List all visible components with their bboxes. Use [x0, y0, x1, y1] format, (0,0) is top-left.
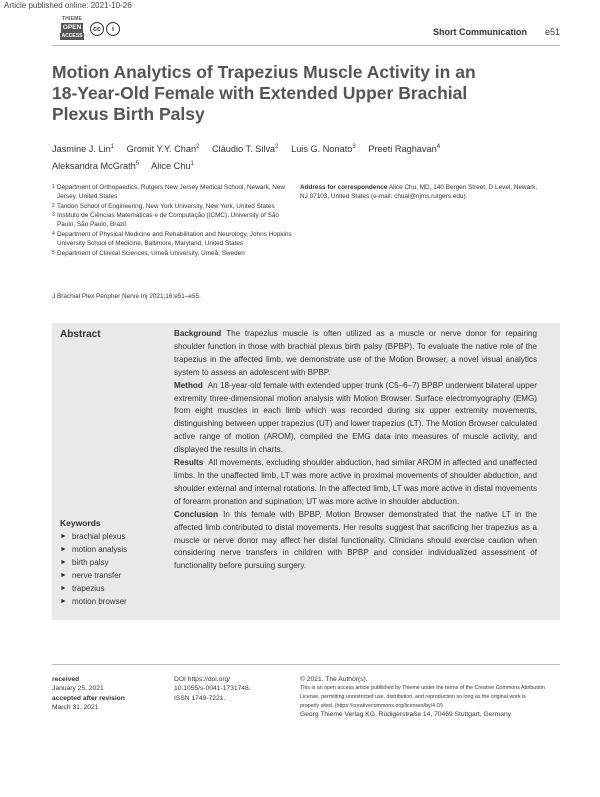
attribution-icon: i: [106, 22, 120, 36]
keyword-item: ► brachial plexus: [60, 531, 127, 544]
issn: ISSN 1749-7221.: [174, 694, 226, 702]
abstract-section-method: Method An 18-year-old female with extended upper trunk (C5–6–7) BPBP underwent bilateral upper extremity three-dimensional motion analysis with Motion Browser. Surface electromyography (EMG) from eight muscles in each limb which was recorded during six upper extremity movements, distinguishing between upper trapezius (UT) and lower trapezius (LT). The Motion Browser calculated active range of motion (AROM), compiled the EMG data into measures of muscle activity, and displayed the results in charts.: [174, 380, 537, 455]
abstract-body: [174, 328, 537, 573]
doi-line: DOI https://doi.org/: [174, 676, 231, 683]
correspondence-text: Alice Chu, MD, 140 Bergen Street, D Level, Newark, NJ 07103, United States (e-mail: chual@njms.rutgers.edu).: [300, 184, 538, 200]
doi-value: 10.1055/s-0041-1731748.: [174, 685, 251, 693]
journal-citation: J Brachial Plex Peripher Nerve Inj 2021;16:e51–e55.: [52, 293, 201, 300]
page-number: e51: [544, 27, 560, 37]
affiliations: [52, 184, 292, 259]
publisher-address: Georg Thieme Verlag KG, Rüdigerstraße 14, 70469 Stuttgart, Germany: [300, 711, 512, 719]
abstract-section-results: Results All movements, excluding shoulder abduction, had similar AROM in affected and unaffected limbs. In the unaffected limb, LT was more active in proximal movements of shoulder abduction, and shoulder external and internal rotations. In the affected limb, LT was more active in distal movements of forearm pronation and supination; UT was more active in shoulder abduction.: [174, 458, 537, 506]
running-header: [433, 27, 560, 37]
section-label: Short Communication: [432, 27, 527, 37]
correspondence-address: [300, 184, 540, 202]
keyword-item: ► trapezius: [60, 583, 127, 596]
affiliation: 1 Department of Orthopaedics, Rutgers New Jersey Medical School, Newark, New Jersey, United States: [52, 184, 286, 200]
affiliation: 3 Instituto de Ciências Matemáticas e de Computação (ICMC), University of São Paulo, São Paulo, Brazil: [52, 212, 279, 229]
doi-link[interactable]: https://doi.org/: [187, 676, 231, 683]
abstract-section-conclusion: Conclusion In this female with BPBP, Motion Browser demonstrated that the native LT in the affected limb contributed to distal movements. Her results suggest that sacrificing her trapezius as a muscle or nerve donor may affect her distal functionality. Clinicians should exercise caution when considering nerve transfers in children with BPBP and consider individualized assessment of functionality before pursuing surgery.: [174, 509, 537, 571]
license-text: This is an open access article published by Thieme under the terms of the Creative Commons Attribution License, permitting unrestricted use, distribution, and reproduction so long as the original work is properly cited. (https://creativecommons.org/licenses/by/4.0/): [300, 685, 545, 709]
logo-text-access: ACCESS: [61, 33, 83, 39]
correspondence-label: Address for correspondence: [300, 184, 388, 191]
bullet-arrow-icon: ►: [60, 533, 67, 540]
accepted-label: accepted after revision: [52, 694, 125, 702]
copyright-block: [300, 675, 545, 720]
bullet-arrow-icon: ►: [60, 584, 67, 592]
doi-block: [174, 675, 251, 703]
keyword-item: ► nerve transfer: [60, 570, 127, 583]
bullet-arrow-icon: ►: [60, 545, 67, 553]
abstract-section-background: Background The trapezius muscle is often utilized as a muscle or nerve donor for repairing shoulder function in those with brachial plexus birth palsy (BPBP). To evaluate the native role of the trapezius in the affected limb, we demonstrate use of the Motion Browser, a novel visual analytics system to assess an adolescent with BPBP.: [174, 329, 537, 377]
keyword-item: ► motion analysis: [60, 544, 127, 557]
bullet-arrow-icon: ►: [60, 571, 67, 579]
affiliation: 2 Tandon School of Engineering, New York University, New York, United States: [52, 202, 275, 210]
author: Preeti Raghavan$^4$: [368, 144, 441, 155]
abstract-heading: Abstract: [60, 329, 101, 340]
header-divider: [52, 45, 560, 46]
affiliation: 4 Department of Physical Medicine and Rehabilitation and Neurology, Johns Hopkins University School of Medicine, Baltimore, Maryland, United States: [52, 230, 292, 247]
thieme-open-access-logo: [60, 16, 84, 42]
keywords-list: [60, 531, 127, 608]
keyword-item: ► birth palsy: [60, 557, 127, 570]
author: Gromit Y.Y. Chan$^2$: [126, 144, 200, 155]
article-history: [52, 675, 125, 713]
bullet-arrow-icon: ►: [60, 597, 67, 605]
logo-text-thieme: THIEME: [61, 16, 83, 22]
logo-text-open: OPEN: [62, 24, 82, 31]
copyright: © 2021. The Author(s).: [300, 676, 368, 683]
keywords-heading: Keywords: [60, 518, 101, 528]
received-label: received: [52, 676, 80, 683]
cc-icon: cc: [90, 22, 104, 36]
author: Aleksandra McGrath$^5$: [52, 161, 140, 172]
article-title: Motion Analytics of Trapezius Muscle Activity in an 18-Year-Old Female with Extended Upper Brachial Plexus Birth Palsy: [52, 62, 476, 124]
bullet-arrow-icon: ►: [60, 558, 67, 566]
author: Luis G. Nonato$^3$: [291, 144, 356, 155]
author: Alice Chu$^1$: [151, 161, 194, 172]
accepted-date: March 31, 2021: [52, 704, 99, 712]
received-date: January 25, 2021: [52, 685, 104, 693]
author-list: [52, 140, 522, 174]
author: Jasmine J. Lin$^1$: [52, 144, 115, 155]
author: Cláudio T. Silva$^2$: [212, 144, 279, 155]
keyword-item: ► motion browser: [60, 596, 127, 609]
publication-date: Article published online: 2021-10-26: [4, 1, 132, 10]
footer-divider: [52, 664, 560, 665]
affiliation: 5 Department of Clinical Sciences, Umeå University, Umeå, Sweden: [52, 249, 245, 257]
cc-license-icons: [90, 22, 120, 36]
